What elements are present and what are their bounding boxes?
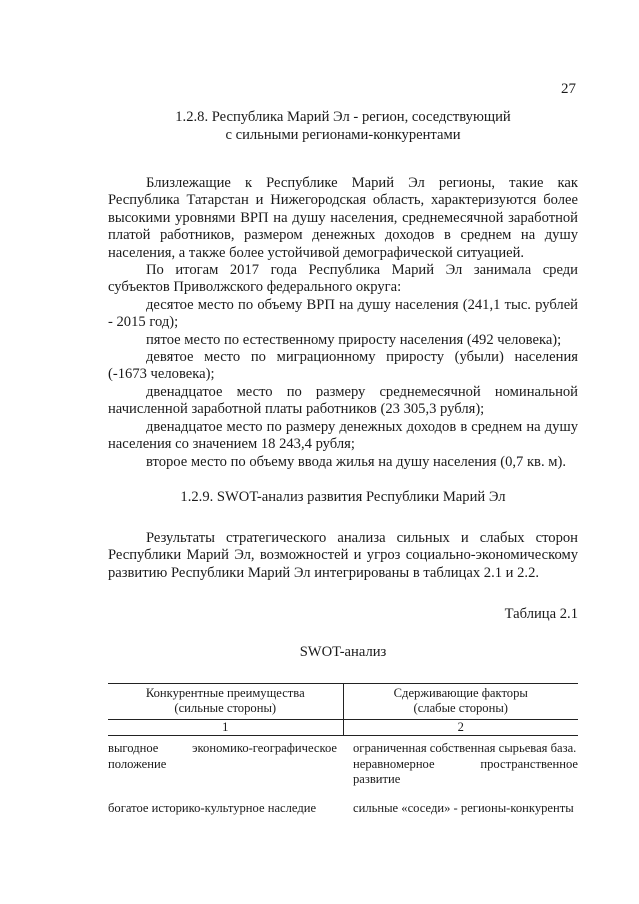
spacer bbox=[108, 506, 578, 530]
list-item: десятое место по объему ВРП на душу населения (241,1 тыс. рублей - 2015 год); bbox=[108, 296, 578, 331]
section-128-heading bbox=[108, 108, 578, 144]
column-number: 1 bbox=[108, 720, 343, 736]
table-row bbox=[108, 736, 578, 796]
list-item: девятое место по миграционному приросту (убыли) населения (-1673 человека); bbox=[108, 349, 578, 383]
table-title: SWOT-анализ bbox=[299, 644, 387, 661]
list-item: второе место по объему ввода жилья на душу населения (0,7 кв. м). bbox=[146, 453, 566, 470]
spacer bbox=[108, 144, 578, 175]
swot-table bbox=[108, 683, 578, 824]
section-129-paragraph: Результаты стратегического анализа сильных и слабых сторон Республики Марий Эл, возможностей и угроз социально-экономическому развитию Республики Марий Эл интегрированы в таблицах 2.1 и 2.2. bbox=[108, 529, 578, 581]
weakness-line: ограниченная собственная сырьевая база. bbox=[353, 741, 577, 756]
strength-cell: богатое историко-культурное наследие bbox=[108, 800, 317, 815]
col-header-weaknesses bbox=[343, 684, 578, 720]
spacer bbox=[108, 471, 578, 488]
weakness-line: неравномерное пространственное развитие bbox=[353, 756, 578, 787]
col-header-line: Конкурентные преимущества bbox=[145, 686, 305, 701]
section-128-paragraph-2: По итогам 2017 года Республика Марий Эл занимала среди субъектов Приволжского федерального округа: bbox=[108, 262, 578, 296]
section-128-heading-line1: 1.2.8. Республика Марий Эл - регион, соседствующий bbox=[175, 109, 511, 125]
column-number-row bbox=[108, 720, 578, 736]
weakness-cell bbox=[343, 796, 578, 825]
column-number: 2 bbox=[343, 720, 578, 736]
col-header-line: (сильные стороны) bbox=[174, 701, 277, 716]
list-item: двенадцатое место по размеру среднемесячной номинальной начисленной заработной платы работников (23 305,3 рубля); bbox=[108, 383, 578, 418]
list-item: пятое место по естественному приросту населения (492 человека); bbox=[146, 331, 562, 348]
strength-cell: выгодное экономико-географическое положение bbox=[108, 741, 337, 771]
page-number: 27 bbox=[561, 81, 576, 97]
table-row bbox=[108, 796, 578, 825]
col-header-line: (слабые стороны) bbox=[413, 701, 508, 716]
section-128-paragraph-1: Близлежащие к Республике Марий Эл регионы, такие как Республика Татарстан и Нижегородская область, характеризуются более высокими уровнями ВРП на душу населения, среднемесячной заработной платой работников, размером денежных доходов в среднем на душу населения, а также более устойчивой демографической ситуацией. bbox=[108, 175, 578, 261]
col-header-line: Сдерживающие факторы bbox=[393, 686, 528, 701]
list-item: двенадцатое место по размеру денежных доходов в среднем на душу населения со значением 18 243,4 рубля; bbox=[108, 418, 578, 453]
section-129-heading: 1.2.9. SWOT-анализ развития Республики Марий Эл bbox=[180, 488, 506, 505]
col-header-strengths bbox=[108, 684, 343, 720]
table-label: Таблица 2.1 bbox=[504, 606, 578, 623]
table-header-row bbox=[108, 684, 578, 720]
weakness-line: сильные «соседи» - регионы-конкуренты bbox=[353, 800, 574, 815]
weakness-cell bbox=[343, 736, 578, 796]
section-128-heading-line2: с сильными регионами-конкурентами bbox=[225, 127, 461, 143]
document-body bbox=[108, 108, 578, 824]
